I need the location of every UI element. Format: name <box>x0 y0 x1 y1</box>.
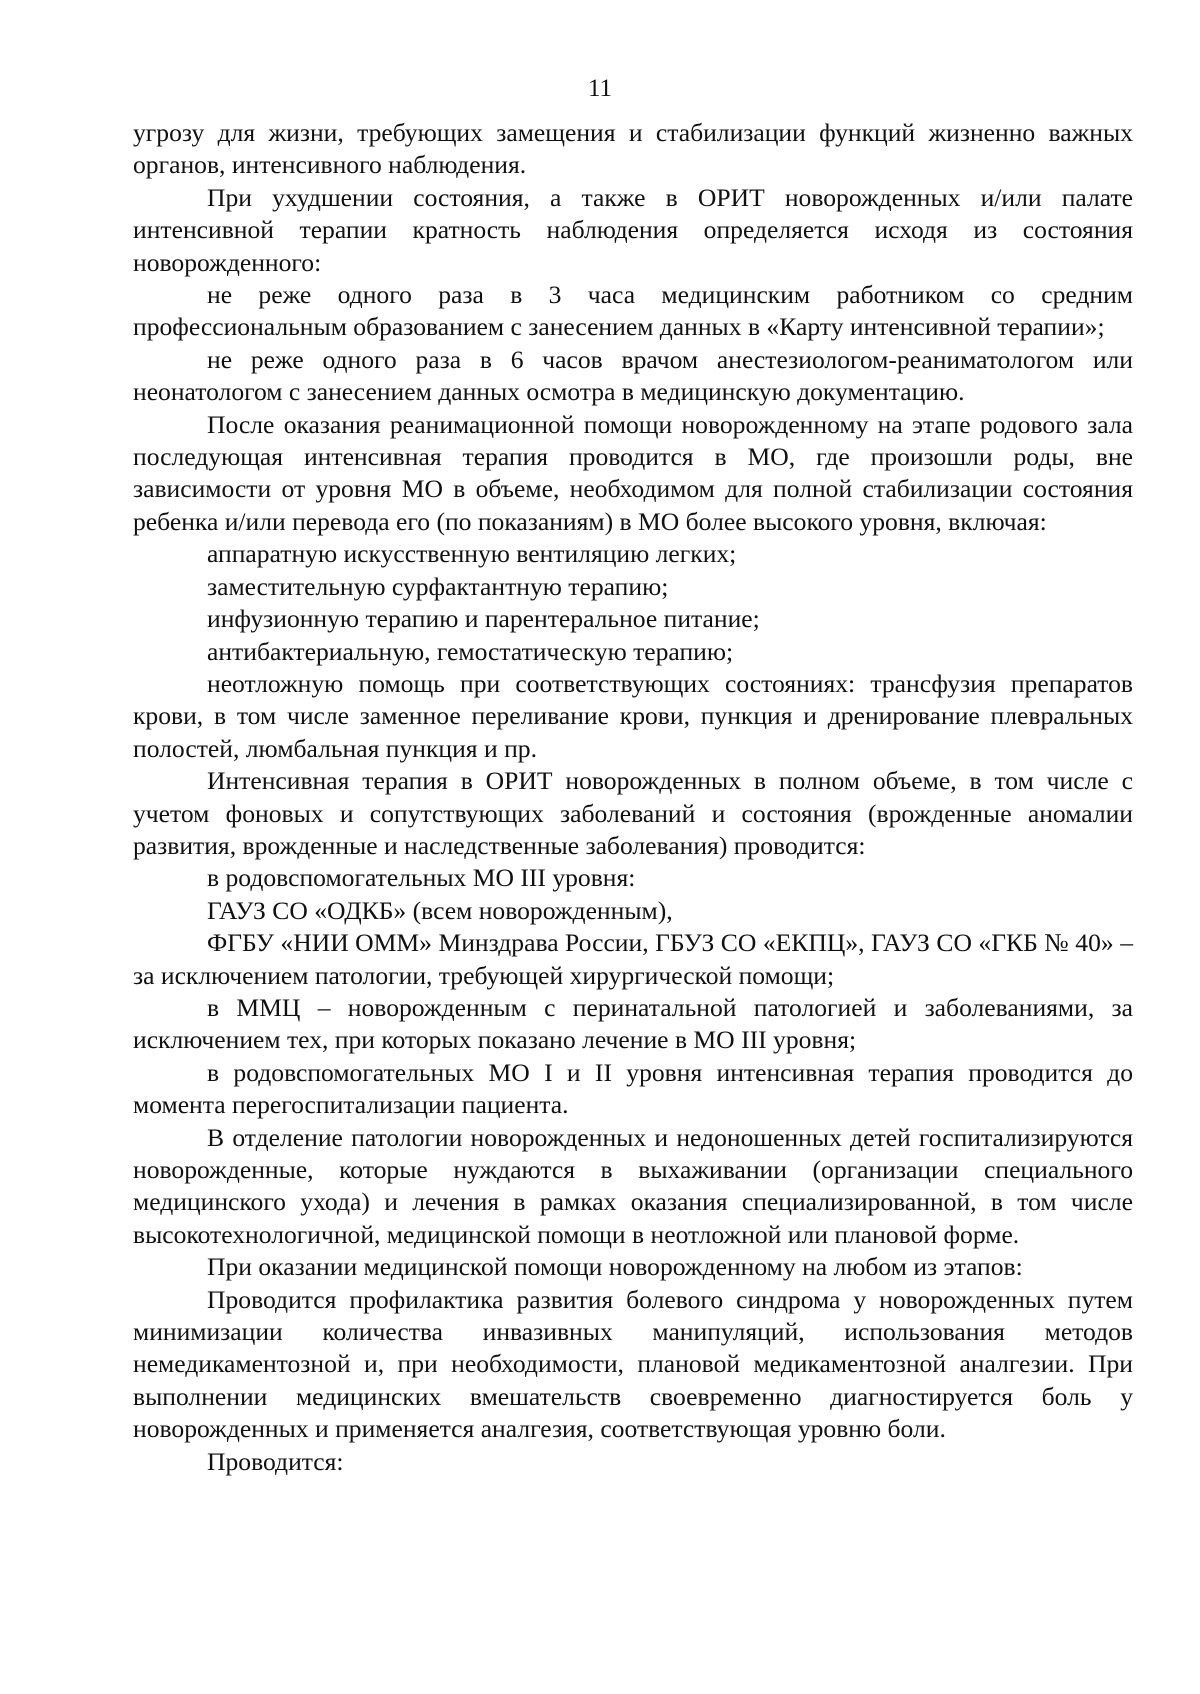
list-item-odkb: ГАУЗ СО «ОДКБ» (всем новорожденным), <box>207 895 673 925</box>
paragraph-intensive-therapy: Интенсивная терапия в ОРИТ новорожденных в полном объеме, в том числе с учетом фоновых и сопутствующих заболеваний и состояния (врожденные аномалии развития, врожденные и наследственные заболевания) проводится: <box>133 766 1133 860</box>
list-item-infusion: инфузионную терапию и парентеральное питание; <box>207 604 760 634</box>
document-body <box>133 117 1133 1478</box>
paragraph-pain-prevention: Проводится профилактика развития болевого синдрома у новорожденных путем минимизации количества инвазивных манипуляций, использования методов немедикаментозной и, при необходимости, плановой медикаментозной аналгезии. При выполнении медицинских вмешательств своевременно диагностируется боль у новорожденных и применяется аналгезия, соответствующая уровню боли. <box>133 1284 1133 1444</box>
paragraph-any-stage: При оказании медицинской помощи новорожденному на любом из этапов: <box>207 1252 1023 1282</box>
page-number: 11 <box>587 75 613 102</box>
paragraph-pathology-department: В отделение патологии новорожденных и недоношенных детей госпитализируются новорожденные, которые нуждаются в выхаживании (организации специального медицинского ухода) и лечения в рамках оказания специализированной, в том числе высокотехнологичной, медицинской помощи в неотложной или плановой форме. <box>133 1122 1133 1249</box>
list-item-antibacterial: антибактериальную, гемостатическую терапию; <box>207 636 734 666</box>
list-item-emergency: неотложную помощь при соответствующих состояниях: трансфузия препаратов крови, в том числе заменное переливание крови, пункция и дренирование плевральных полостей, люмбальная пункция и пр. <box>133 668 1133 763</box>
paragraph-5: После оказания реанимационной помощи новорожденному на этапе родового зала последующая интенсивная терапия проводится в МО, где произошли роды, вне зависимости от уровня МО в объеме, необходимом для полной стабилизации состояния ребенка и/или перевода его (по показаниям) в МО более высокого уровня, включая: <box>133 409 1133 536</box>
list-item-level-3: в родовспомогательных МО III уровня: <box>207 863 636 893</box>
list-item-surfactant: заместительную сурфактантную терапию; <box>207 571 669 601</box>
list-item-mmc: в ММЦ – новорожденным с перинатальной патологией и заболеваниями, за исключением тех, при которых показано лечение в МО III уровня; <box>133 992 1133 1055</box>
list-item-nii-omm: ФГБУ «НИИ ОММ» Минздрава России, ГБУЗ СО «ЕКПЦ», ГАУЗ СО «ГКБ № 40» – за исключением патологии, требующей хирургической помощи; <box>133 928 1133 990</box>
paragraph-3: не реже одного раза в 3 часа медицинским работником со средним профессиональным образованием с занесением данных в «Карту интенсивной терапии»; <box>133 280 1133 342</box>
paragraph-1: угрозу для жизни, требующих замещения и стабилизации функций жизненно важных органов, интенсивного наблюдения. <box>133 118 1133 180</box>
paragraph-2: При ухудшении состояния, а также в ОРИТ новорожденных и/или палате интенсивной терапии кратность наблюдения определяется исходя из состояния новорожденного: <box>133 182 1133 277</box>
list-item-level-1-2: в родовспомогательных МО I и II уровня интенсивная терапия проводится до момента перегоспитализации пациента. <box>133 1057 1133 1120</box>
list-item-ventilation: аппаратную искусственную вентиляцию легких; <box>207 539 737 569</box>
paragraph-performed: Проводится: <box>207 1446 344 1476</box>
paragraph-4: не реже одного раза в 6 часов врачом анестезиологом-реаниматологом или неонатологом с занесением данных осмотра в медицинскую документацию. <box>133 344 1133 407</box>
